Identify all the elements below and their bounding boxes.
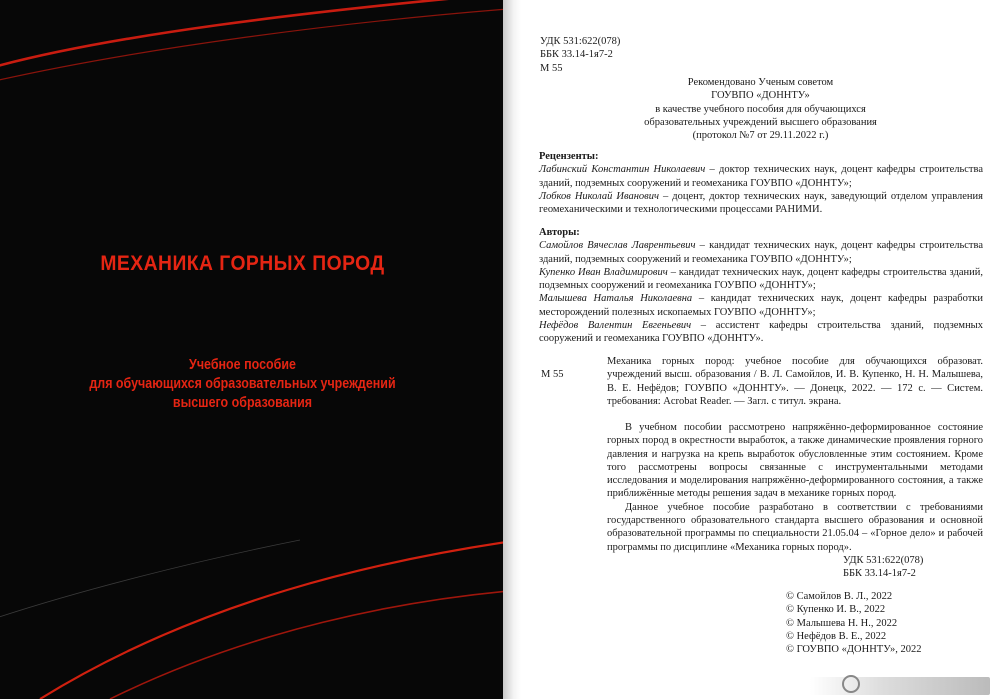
udk-code: УДК 531:622(078) [843,555,924,566]
author-desc: – кандидат технических наук, доцент кафедры строительства зданий, подземных сооружений и геомеханика ГОУВПО «ДОННТУ»; [539,240,983,265]
copyright-line: © Самойлов В. Л., 2022 [786,591,893,602]
reviewer-desc: – доктор технических наук, доцент кафедры строительства зданий, подземных сооружений и геомеханика ГОУВПО «ДОННТУ»; [539,164,983,189]
author-desc: – кандидат технических наук, доцент кафедры строительства зданий, подземных сооружений и геомеханика ГОУВПО «ДОННТУ»; [539,266,983,292]
cover-title: МЕХАНИКА ГОРНЫХ ПОРОД [100,252,385,275]
reviewers-section [539,150,983,216]
recommend-line: Рекомендовано Ученым советом [687,77,834,88]
bbk-code: ББК 33.14-1я7-2 [843,568,916,580]
cover-subtitle-line: для обучающихся образовательных учреждений [89,376,396,392]
recommendation [521,76,1000,142]
bibliographic-record: Механика горных пород: учебное пособие для обучающихся образоват. учреждений высш. образования / В. Л. Самойлов, И. В. Купенко, Н. Н. Малышева, В. Е. Нефёдов; ГОУВПО «ДОННТУ». — Донецк, 2022. — 172 с. — Систем. требования: Acrobat Reader. — Загл. с титул. экрана. [607,356,983,407]
author-desc: – кандидат технических наук, доцент кафедры разработки месторождений полезных ископаемых ГОУВПО «ДОННТУ»; [539,293,984,318]
classification-codes-bottom [843,554,923,581]
udk-code: УДК 531:622(078) [540,36,621,47]
author-entry [539,319,983,346]
author-entry [539,266,983,293]
watermark-icon [842,675,860,693]
authors-section [539,226,983,346]
classification-codes [540,35,620,75]
copyright-line: © Нефёдов В. Е., 2022 [786,630,887,642]
cover-subtitle [34,356,451,413]
author-entry [539,239,983,266]
annotation [607,421,983,554]
cover-subtitle-line: Учебное пособие [189,357,296,373]
author-index: М 55 [540,62,563,74]
copyright-line: © ГОУВПО «ДОННТУ», 2022 [786,644,922,656]
authors-header: Авторы: [539,227,580,238]
title-reverse-page [521,0,1000,699]
reviewer-entry [539,163,983,190]
bib-index: М 55 [541,369,564,380]
author-desc: – ассистент кафедры строительства зданий, подземных сооружений и геомеханика ГОУВПО «ДОННТУ». [539,320,983,345]
reviewer-desc: – доцент, доктор технических наук, заведующий отделом управления геомеханическими и технологическими процессами РАНИМИ. [539,190,983,216]
reviewer-name: Лобков Николай Иванович [539,190,659,202]
cover-subtitle-line: высшего образования [172,395,313,411]
recommend-line: ГОУВПО «ДОННТУ» [711,90,810,102]
recommend-line: образовательных учреждений высшего образования [644,116,877,128]
author-name: Малышева Наталья Николаевна [539,293,693,305]
author-name: Нефёдов Валентин Евгеньевич [539,320,692,332]
reviewers-header: Рецензенты: [539,151,599,162]
copyright-line: © Купенко И. В., 2022 [786,604,886,616]
watermark-stamp [810,677,990,695]
recommend-line: (протокол №7 от 29.11.2022 г.) [692,130,829,142]
author-name: Купенко Иван Владимирович [539,266,668,278]
author-name: Самойлов Вячеслав Лаврентьевич [539,240,696,252]
book-spine [503,0,521,699]
copyright-line: © Малышева Н. Н., 2022 [786,617,898,629]
reviewer-name: Лабинский Константин Николаевич [539,164,706,176]
reviewer-entry [539,190,983,217]
recommend-line: в качестве учебного пособия для обучающихся [655,103,866,115]
copyright-block [786,590,921,656]
bbk-code: ББК 33.14-1я7-2 [540,49,613,61]
annotation-paragraph: В учебном пособии рассмотрено напряжённо-деформированное состояние горных пород в окрестности выработок, а также динамические проявления горного давления и нагрузка на крепь выработок обусловленные этим состоянием. Кроме того рассмотрены вопросы связанные с инструментальными методами исследования и моделирования напряжённо-деформированного состояния, а также приближённые методы решения задач в механике горных пород. [607,422,983,500]
author-entry [539,292,983,319]
annotation-paragraph: Данное учебное пособие разработано в соответствии с требованиями государственного образовательного стандарта высшего образования и основной образовательной программы по специальности 21.05.04 – «Горное дело» и рабочей программы по дисциплине «Механика горных пород». [607,501,983,553]
